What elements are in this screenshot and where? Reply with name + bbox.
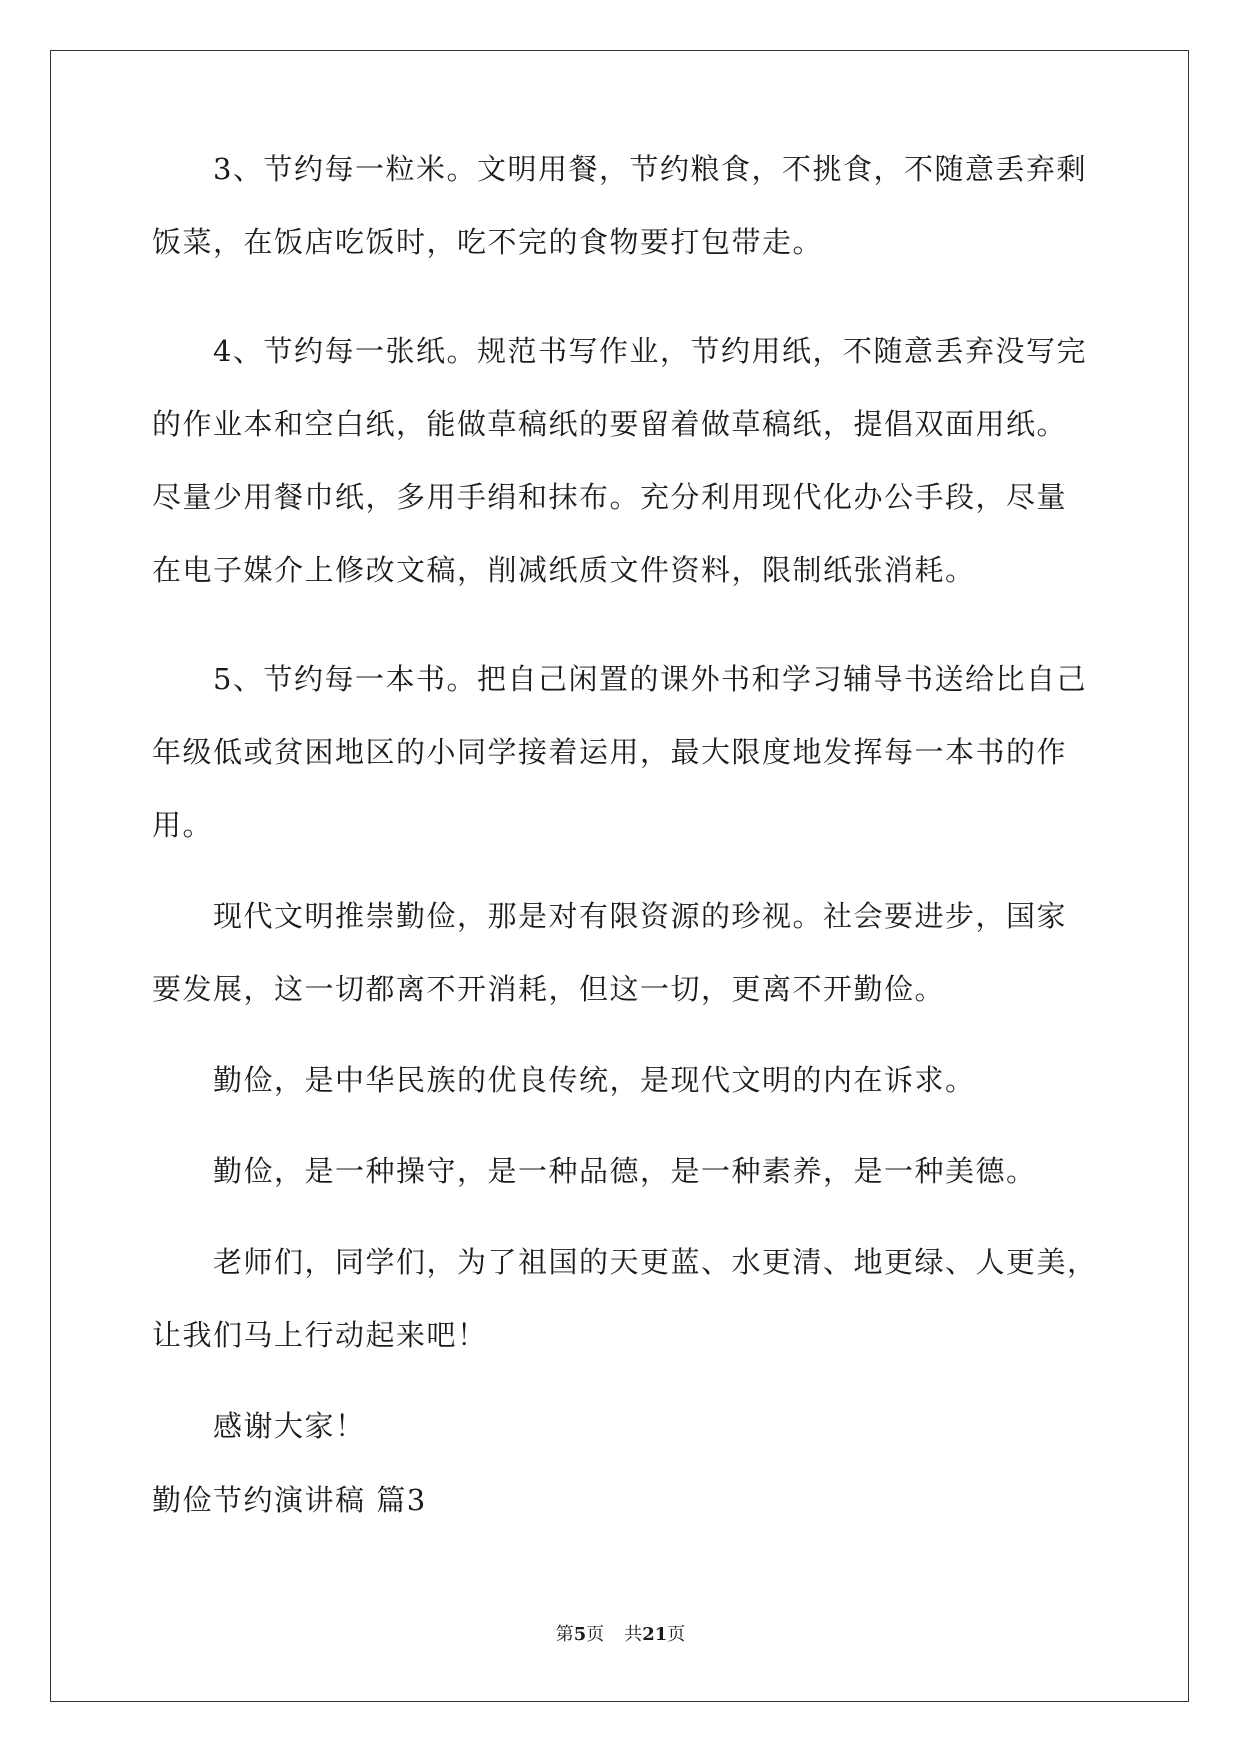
- paragraph-modern-line-2: 要发展，这一切都离不开消耗，但这一切，更离不开勤俭。: [152, 972, 946, 1006]
- paragraph-call-line-2: 让我们马上行动起来吧！: [152, 1318, 488, 1352]
- paragraph-virtue: 勤俭，是一种操守，是一种品德，是一种素养，是一种美德。: [213, 1154, 1037, 1188]
- page-border: [50, 50, 1189, 1702]
- paragraph-5-line-3: 用。: [152, 808, 214, 842]
- paragraph-3-line-1: 3、节约每一粒米。文明用餐，节约粮食，不挑食，不随意丢弃剩: [213, 152, 1087, 186]
- footer-page-prefix: 第: [555, 1624, 574, 1645]
- paragraph-tradition: 勤俭，是中华民族的优良传统，是现代文明的内在诉求。: [213, 1063, 976, 1097]
- paragraph-4-line-4: 在电子媒介上修改文稿，削减纸质文件资料，限制纸张消耗。: [152, 553, 976, 587]
- paragraph-thanks: 感谢大家！: [213, 1409, 366, 1443]
- paragraph-4-line-1: 4、节约每一张纸。规范书写作业，节约用纸，不随意丢弃没写完: [213, 334, 1087, 368]
- paragraph-4-line-2: 的作业本和空白纸，能做草稿纸的要留着做草稿纸，提倡双面用纸。: [152, 407, 1068, 441]
- paragraph-modern-line-1: 现代文明推崇勤俭，那是对有限资源的珍视。社会要进步，国家: [213, 899, 1068, 933]
- paragraph-5-line-2: 年级低或贫困地区的小同学接着运用，最大限度地发挥每一本书的作: [152, 735, 1068, 769]
- footer-total-prefix: 共: [624, 1624, 643, 1645]
- section-heading: 勤俭节约演讲稿 篇3: [152, 1483, 427, 1517]
- paragraph-3-line-2: 饭菜，在饭店吃饭时，吃不完的食物要打包带走。: [152, 225, 824, 259]
- footer-page-number: 5: [573, 1624, 587, 1645]
- footer-total-suffix: 页: [667, 1624, 686, 1645]
- footer-total-pages: 21: [642, 1624, 668, 1645]
- footer-page-suffix: 页: [586, 1624, 605, 1645]
- paragraph-call-line-1: 老师们，同学们，为了祖国的天更蓝、水更清、地更绿、人更美，: [213, 1245, 1098, 1279]
- page-footer: [0, 1623, 1241, 1647]
- paragraph-4-line-3: 尽量少用餐巾纸，多用手绢和抹布。充分利用现代化办公手段，尽量: [152, 480, 1068, 514]
- paragraph-5-line-1: 5、节约每一本书。把自己闲置的课外书和学习辅导书送给比自己: [213, 662, 1087, 696]
